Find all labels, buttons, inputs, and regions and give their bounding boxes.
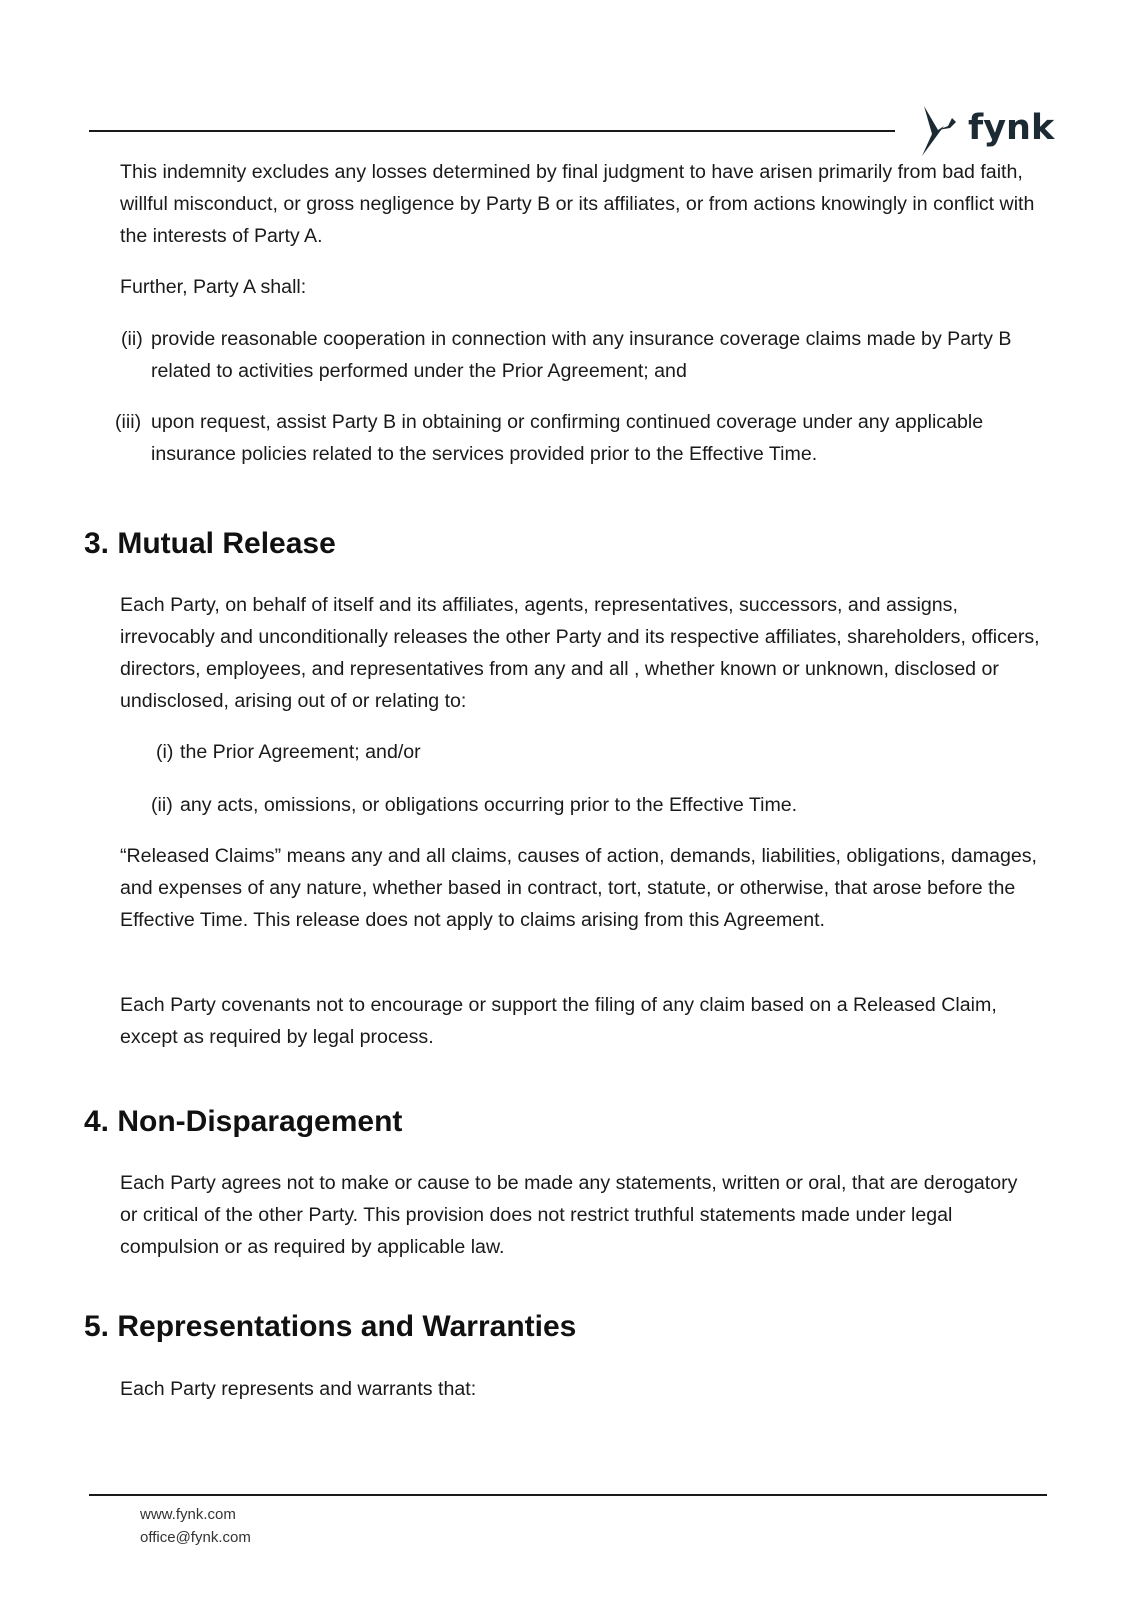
section-3-heading: 3. Mutual Release [84,527,336,560]
logo-text: fynk [968,108,1055,148]
list-item-text: provide reasonable cooperation in connection with any insurance coverage claims made by Party B related to activities performed under the Prior Agreement; and [151,328,1012,382]
section-4-paragraph-1: Each Party agrees not to make or cause to be made any statements, written or oral, that are derogatory or critical of the other Party. This provision does not restrict truthful statements made under legal compulsion or as required by applicable law. [120,1172,1018,1258]
list-item-number: (ii) [121,328,143,350]
section-3-paragraph-1: Each Party, on behalf of itself and its affiliates, agents, representatives, successors, and assigns, irrevocably and unconditionally releases the other Party and its respective affiliates, shareholders, officers, directors, employees, and representatives from any and all , whether known or unknown, disclosed or undisclosed, arising out of or relating to: [120,594,1040,712]
list-item [156,736,1040,768]
header-divider [89,130,895,132]
section-4-heading: 4. Non-Disparagement [84,1105,403,1138]
list-item [151,789,1040,821]
list-item-text: any acts, omissions, or obligations occurring prior to the Effective Time. [180,794,798,816]
list-item-text: the Prior Agreement; and/or [180,741,421,763]
list-item-text: upon request, assist Party B in obtaining or confirming continued coverage under any applicable insurance policies related to the services provided prior to the Effective Time. [151,411,984,465]
list-item [115,406,1041,470]
bird-logo-icon [918,104,968,160]
list-item-number: (iii) [115,411,142,433]
footer-website: www.fynk.com [140,1506,236,1523]
section-5-heading: 5. Representations and Warranties [84,1310,577,1343]
section-3-paragraph-2: “Released Claims” means any and all claims, causes of action, demands, liabilities, obligations, damages, and expenses of any nature, whether based in contract, tort, statute, or otherwise, that arose before the Effective Time. This release does not apply to claims arising from this Agreement. [120,845,1038,931]
section-3-paragraph-3: Each Party covenants not to encourage or support the filing of any claim based on a Released Claim, except as required by legal process. [120,994,997,1048]
list-item-number: (i) [156,741,174,763]
intro-paragraph-1: This indemnity excludes any losses determined by final judgment to have arisen primarily from bad faith, willful misconduct, or gross negligence by Party B or its affiliates, or from actions knowingly in conflict with the interests of Party A. [120,161,1035,247]
section-5-paragraph-1: Each Party represents and warrants that: [120,1378,477,1400]
list-item-number: (ii) [151,794,173,816]
fynk-logo [918,104,1058,160]
footer-divider [89,1494,1047,1496]
intro-paragraph-2: Further, Party A shall: [120,276,307,298]
list-item [121,323,1041,387]
footer-email: office@fynk.com [140,1529,251,1546]
